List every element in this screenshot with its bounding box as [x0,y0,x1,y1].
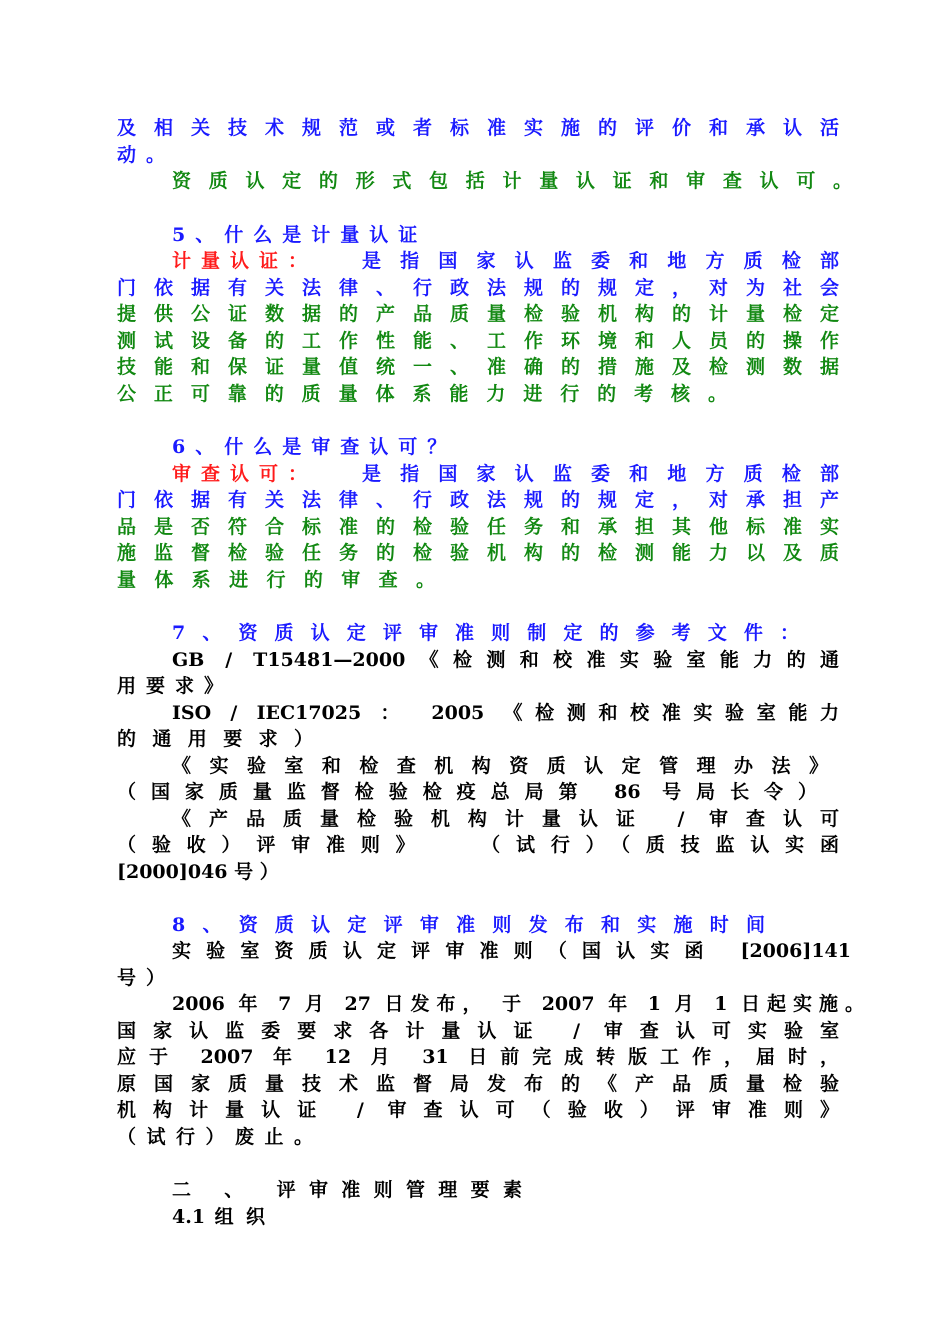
text-line: 实验室资质认定评审准则（国认实函 [2006]141 [172,940,851,962]
text-line: 《实验室和检查机构资质认定管理办法》 [172,755,828,777]
text-line: （国家质量监督检验检疫总局第 86 号局长令） [117,781,817,803]
text-line: 2006 年 7 月 27 日发布， 于 2007 年 1 月 1 日起实施。 [172,993,864,1015]
text-line: 的通用要求） [117,728,313,750]
text-line: 门依据有关法律、行政法规的规定，对承担产 [117,489,839,511]
text-line: GB / T15481—2000《检测和校准实验室能力的通 [172,649,839,671]
text-line: 机构计量认证 / 审查认可（验收）评审准则》 [117,1099,839,1121]
subsection-heading: 4.1 组 织 [172,1206,265,1228]
text-line: 提供公证数据的产品质量检验机构的计量检定 [117,303,839,325]
text-line: 施监督检验任务的检验机构的检测能力以及质 [117,542,839,564]
text-line: 量体系进行的审查。 [117,569,435,591]
text-line: 是指国家认监委和地方质检部 [362,463,839,485]
text-line: 号） [117,967,176,989]
text-line: 动。 [117,144,176,166]
section-heading-7: 7、资质认定评审准则制定的参考文件： [172,622,799,644]
term-label: 审查认可： [172,463,318,485]
text-line: 用要求》 [117,675,234,697]
text-line: （验收）评审准则》 （试行）（质技监认实函 [117,834,839,856]
text-line: 品是否符合标准的检验任务和承担其他标准实 [117,516,839,538]
text-line: 应于 2007 年 12 月 31 日前完成转版工作，届时， [117,1046,839,1068]
text-line: 测试设备的工作性能、工作环境和人员的操作 [117,330,839,352]
section-heading-8: 8、资质认定评审准则发布和实施时间 [172,914,765,936]
text-line: 资质认定的形式包括计量认证和审查认可。 [172,170,852,192]
text-line: [2000]046 号 ） [117,861,279,883]
text-line: 门依据有关法律、行政法规的规定，对为社会 [117,277,839,299]
text-line: 及相关技术规范或者标准实施的评价和承认活 [117,117,839,139]
text-line: ISO / IEC17025 ： 2005 《检测和校准实验室能力 [172,702,839,724]
text-line: 《产品质量检验机构计量认证 / 审查认可 [172,808,839,830]
section-heading-2: 二 、 评审准则管理要素 [172,1179,522,1201]
section-heading-5: 5、什么是计量认证 [172,224,428,246]
text-line: 是指国家认监委和地方质检部 [362,250,839,272]
text-line: 技能和保证量值统一、准确的措施及检测数据 [117,356,839,378]
text-line: 公正可靠的质量体系能力进行的考核。 [117,383,727,405]
section-heading-6: 6、什么是审查认可？ [172,436,457,458]
text-line: 原国家质量技术监督局发布的《产品质量检验 [117,1073,839,1095]
text-line: （试行）废止。 [117,1126,313,1148]
text-line: 国家认监委要求各计量认证 / 审查认可实验室 [117,1020,839,1042]
term-label: 计量认证： [172,250,318,272]
